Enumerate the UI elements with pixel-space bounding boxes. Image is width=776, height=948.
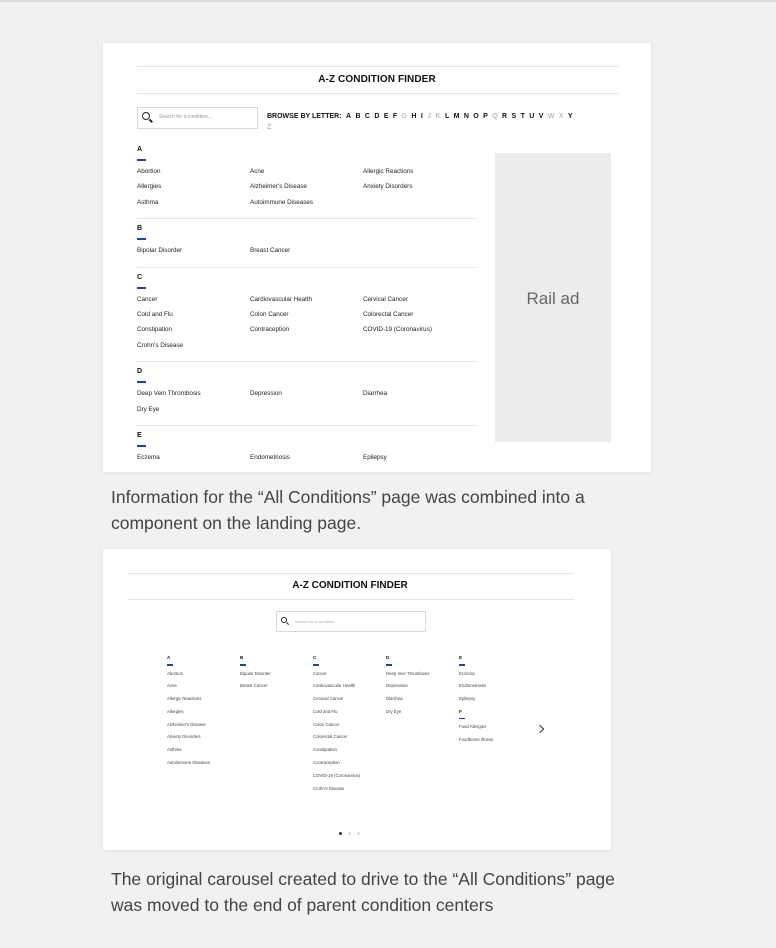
condition-link[interactable]: Crohn's Disease xyxy=(137,341,183,349)
section-accent-bar xyxy=(240,664,246,666)
section-accent-bar xyxy=(459,664,465,666)
condition-link[interactable]: Abortion xyxy=(167,670,184,676)
condition-link[interactable]: Dry Eye xyxy=(386,708,402,714)
section-letter: B xyxy=(240,655,244,660)
search-placeholder: Search for a condition... xyxy=(295,619,338,624)
condition-link[interactable]: Epilepsy xyxy=(363,453,387,461)
condition-grid xyxy=(137,246,477,261)
condition-link[interactable]: Asthma xyxy=(167,747,182,753)
letter-link-k: K xyxy=(435,113,441,120)
carousel-column xyxy=(240,655,310,696)
condition-link[interactable]: Allergies xyxy=(137,183,162,191)
condition-link[interactable]: Allergic Reactions xyxy=(363,168,414,175)
letter-link-m[interactable]: M xyxy=(453,113,460,120)
condition-link[interactable]: Contraception xyxy=(313,760,340,766)
letter-link-w: W xyxy=(547,113,555,120)
condition-link[interactable]: Diarrhea xyxy=(386,696,403,702)
condition-link[interactable]: Depression xyxy=(250,390,282,398)
caption-original-carousel: The original carousel created to drive to the “All Conditions” page was moved to the end of parent condition centers xyxy=(111,869,615,915)
condition-link[interactable]: Diarrhea xyxy=(363,390,388,398)
rail-ad xyxy=(495,153,611,442)
letter-link-h[interactable]: H xyxy=(411,113,417,120)
section-accent-bar xyxy=(167,664,173,666)
finder-title: A-Z CONDITION FINDER xyxy=(318,74,436,85)
letter-link-f[interactable]: F xyxy=(392,113,398,120)
condition-link[interactable]: Allergic Reactions xyxy=(167,696,202,702)
condition-link[interactable]: Asthma xyxy=(137,198,159,206)
letter-link-g: G xyxy=(401,113,407,120)
condition-link[interactable]: Bipolar Disorder xyxy=(240,670,271,676)
condition-link[interactable]: Cardiovascular Health xyxy=(250,295,312,303)
condition-link[interactable]: Endometriosis xyxy=(250,453,290,461)
condition-link[interactable]: Constipation xyxy=(313,747,337,753)
section-letter: D xyxy=(386,655,390,660)
condition-link[interactable]: Cold and Flu xyxy=(137,310,173,318)
condition-link[interactable]: Anxiety Disorders xyxy=(363,183,413,191)
condition-link[interactable]: COVID-19 (Coronavirus) xyxy=(363,326,432,334)
section-letter: A xyxy=(167,655,171,660)
letter-link-s[interactable]: S xyxy=(511,113,517,120)
letter-link-q: Q xyxy=(492,113,498,120)
rail-ad-label: Rail ad xyxy=(526,289,580,308)
condition-link[interactable]: Dry Eye xyxy=(137,405,160,413)
top-rule xyxy=(137,66,619,67)
carousel-column xyxy=(386,655,456,722)
letter-link-c[interactable]: C xyxy=(364,113,370,120)
condition-link[interactable]: Constipation xyxy=(137,326,173,334)
condition-link[interactable]: Abortion xyxy=(137,168,161,175)
pagination-dot[interactable] xyxy=(357,832,360,835)
section-b xyxy=(137,225,477,267)
condition-link[interactable]: Autoimmune Diseases xyxy=(250,198,313,206)
section-c xyxy=(137,274,477,363)
condition-link[interactable]: Bipolar Disorder xyxy=(137,247,183,255)
condition-link[interactable]: Cervical Cancer xyxy=(363,295,408,303)
pagination-dot[interactable] xyxy=(339,832,342,835)
condition-link[interactable]: Depression xyxy=(386,683,408,689)
search-input[interactable] xyxy=(137,107,258,129)
letter-link-d[interactable]: D xyxy=(374,113,380,120)
condition-link[interactable]: Breast Cancer xyxy=(240,683,268,689)
condition-finder-mockup-original xyxy=(103,549,611,850)
letter-link-j: J xyxy=(427,113,432,120)
letter-link-y[interactable]: Y xyxy=(567,113,573,120)
condition-grid xyxy=(137,453,477,468)
condition-link[interactable]: Acne xyxy=(167,683,177,689)
condition-link[interactable]: COVID-19 (Coronavirus) xyxy=(313,772,361,778)
condition-grid xyxy=(137,389,477,420)
carousel-column xyxy=(459,655,529,750)
letter-link-i[interactable]: I xyxy=(420,113,423,120)
condition-link[interactable]: Colorectal Cancer xyxy=(363,310,414,318)
pagination-dot[interactable] xyxy=(348,832,351,835)
condition-link[interactable]: Food Allergies xyxy=(459,724,487,730)
caption-new-component: Information for the “All Conditions” page was combined into a component on the landing page. xyxy=(111,487,585,533)
title-rule xyxy=(127,599,574,600)
search-placeholder: Search for a condition... xyxy=(159,114,212,120)
condition-link[interactable]: Cardiovascular Health xyxy=(313,683,356,689)
browse-by-letter-label: BROWSE BY LETTER: xyxy=(267,113,342,120)
section-letter: E xyxy=(459,655,463,660)
condition-grid xyxy=(137,295,477,357)
carousel-column xyxy=(167,655,237,773)
letter-link-b[interactable]: B xyxy=(355,113,361,120)
section-letter: B xyxy=(137,225,143,233)
carousel-pagination xyxy=(339,822,366,840)
condition-link[interactable]: Cervical Cancer xyxy=(313,696,344,702)
condition-finder-mockup-new xyxy=(103,43,651,472)
condition-link[interactable]: Alzheimer's Disease xyxy=(167,721,206,727)
condition-link[interactable]: Alzheimer's Disease xyxy=(250,183,307,191)
search-icon xyxy=(142,112,150,120)
condition-link[interactable]: Colon Cancer xyxy=(250,310,289,318)
letter-link-e[interactable]: E xyxy=(383,113,389,120)
letter-link-v[interactable]: V xyxy=(538,113,544,120)
condition-link[interactable]: Deep Vein Thrombosis xyxy=(137,390,201,398)
section-letter: E xyxy=(137,431,142,439)
title-rule xyxy=(137,93,619,94)
section-accent-bar xyxy=(313,664,319,666)
section-letter: D xyxy=(137,368,143,376)
section-letter: C xyxy=(313,655,317,660)
top-divider xyxy=(0,0,776,2)
section-letter: F xyxy=(459,708,462,714)
carousel-column xyxy=(313,655,383,798)
letter-link-n[interactable]: N xyxy=(463,113,469,120)
section-accent-bar xyxy=(137,381,146,383)
letter-link-t[interactable]: T xyxy=(520,113,525,120)
section-d xyxy=(137,368,477,426)
letter-index xyxy=(346,113,577,120)
condition-link[interactable]: Deep Vein Thrombosis xyxy=(386,670,430,676)
section-accent-bar xyxy=(386,664,392,666)
condition-link[interactable]: Cancer xyxy=(313,670,327,676)
section-accent-bar xyxy=(459,718,465,720)
condition-link[interactable]: Eczema xyxy=(459,670,475,676)
condition-link[interactable]: Allergies xyxy=(167,708,184,714)
section-e xyxy=(137,432,477,474)
condition-link[interactable]: Contraception xyxy=(250,326,290,334)
letter-link-x: X xyxy=(558,113,564,120)
condition-link[interactable]: Cancer xyxy=(137,295,158,303)
condition-link[interactable]: Eczema xyxy=(137,453,160,461)
finder-title: A-Z CONDITION FINDER xyxy=(292,580,408,591)
section-accent-bar xyxy=(137,445,146,447)
search-input[interactable] xyxy=(276,611,426,632)
search-icon xyxy=(281,617,287,623)
condition-link[interactable]: Endometriosis xyxy=(459,683,487,689)
condition-link[interactable]: Foodborne Illness xyxy=(459,737,494,743)
condition-link[interactable]: Colorectal Cancer xyxy=(313,734,348,740)
section-accent-bar xyxy=(137,159,146,161)
letter-link-p[interactable]: P xyxy=(483,113,488,120)
top-rule xyxy=(127,573,574,574)
condition-link[interactable]: Epilepsy xyxy=(459,696,476,702)
letter-link-a[interactable]: A xyxy=(346,113,352,120)
condition-link[interactable]: Autoimmune Diseases xyxy=(167,760,210,766)
letter-link-o[interactable]: O xyxy=(473,113,479,120)
condition-grid xyxy=(137,167,477,213)
section-accent-bar xyxy=(137,287,146,289)
section-letter: C xyxy=(137,273,143,281)
condition-link[interactable]: Crohn's Disease xyxy=(313,785,345,791)
letter-link-z[interactable]: Z xyxy=(267,124,272,131)
condition-link[interactable]: Acne xyxy=(250,168,265,175)
letter-link-u[interactable]: U xyxy=(529,113,535,120)
letter-link-l[interactable]: L xyxy=(444,113,450,120)
condition-link[interactable]: Anxiety Disorders xyxy=(167,734,201,740)
condition-link[interactable]: Cold and Flu xyxy=(313,708,338,714)
section-a xyxy=(137,146,477,219)
letter-link-r[interactable]: R xyxy=(502,113,508,120)
conditions-list xyxy=(137,146,477,480)
section-letter: A xyxy=(137,146,143,153)
section-accent-bar xyxy=(137,238,146,240)
condition-link[interactable]: Colon Cancer xyxy=(313,721,340,727)
condition-link[interactable]: Breast Cancer xyxy=(250,247,291,255)
chevron-right-icon[interactable] xyxy=(534,722,548,736)
